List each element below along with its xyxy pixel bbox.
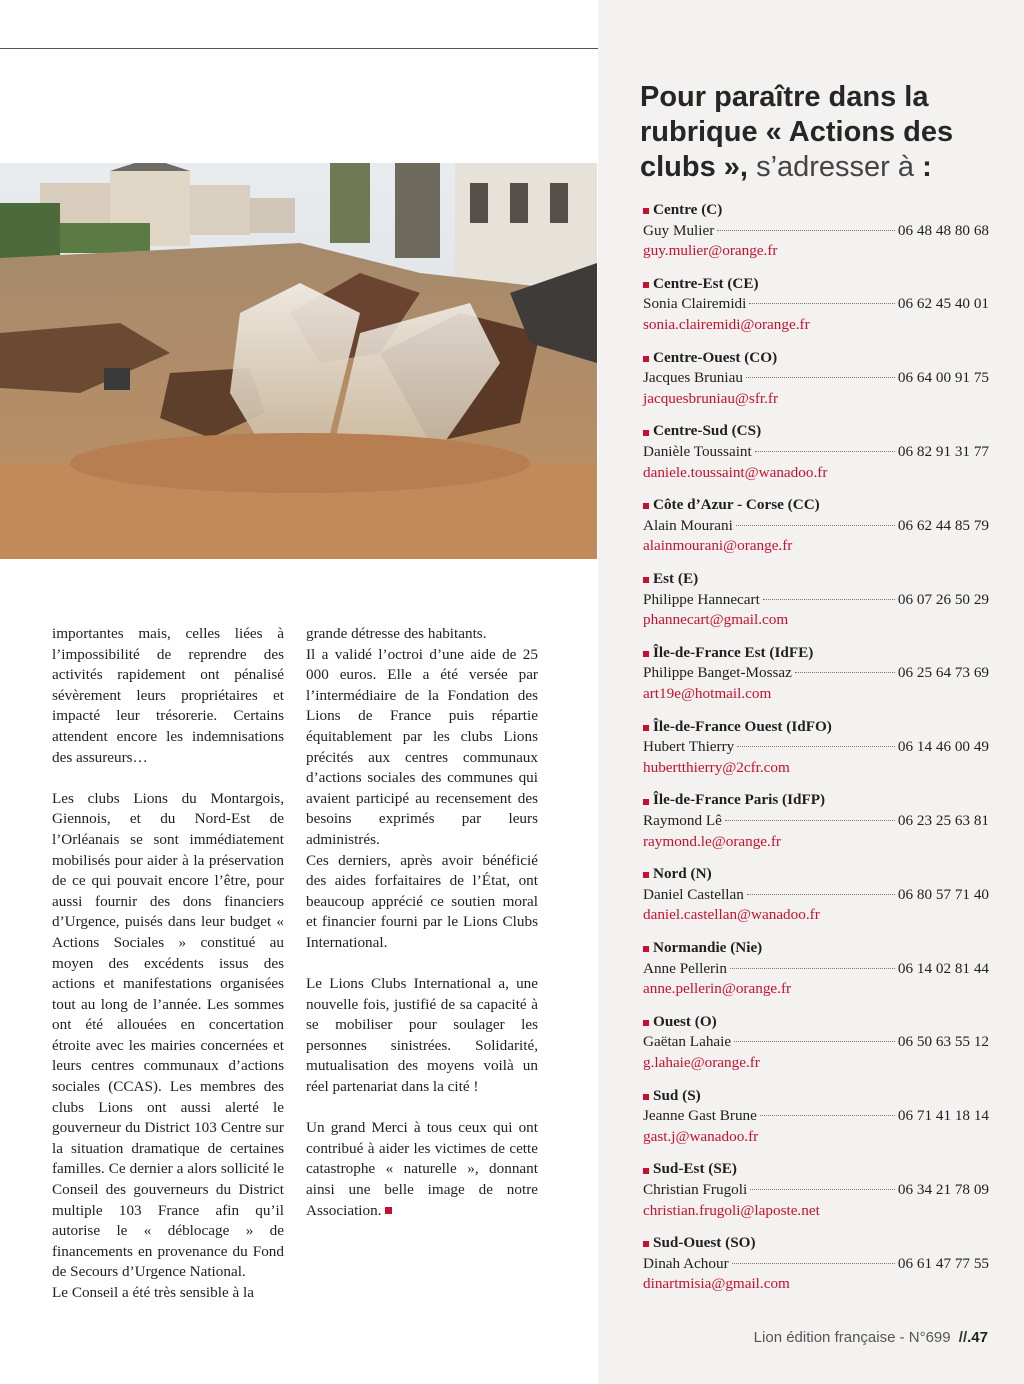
article-paragraph: Les clubs Lions du Montargois, Giennois, et du Nord-Est de l’Orléanais se sont immédiatement mobilisés pour aider à la préservation de ce qui pouvait encore l’être, pour aussi fournir des dons financiers d’Urgence, puisés dans leur budget « Actions Sociales » constitué au moyen des excédents issus des actions et manifestations organisées tout au long de l’année. Les sommes ont été allouées en concertation étroite avec les mairies concernées et leurs centres communaux d’actions sociales (CCAS). Les membres des clubs Lions ont aussi alerté le gouverneur du District 103 Centre sur la situation dramatique de certaines familles. Ce dernier a alors sollicité le Conseil des gouverneurs du District multiple 103 France afin qu’il autorise le « déblocage » de financements en provenance du Fond de Secours d’Urgence National. (52, 789, 284, 1281)
club-contact (643, 643, 989, 717)
club-contact-line (643, 294, 989, 315)
contact-email-link[interactable]: anne.pellerin@orange.fr (643, 980, 792, 998)
club-contact-line (643, 1032, 989, 1053)
club-region: Centre (C) (653, 201, 723, 218)
club-region: Sud-Est (SE) (653, 1160, 737, 1178)
club-contact-line (643, 959, 989, 980)
contact-name: Jacques Bruniau (643, 369, 743, 387)
club-region: Centre-Ouest (CO) (653, 348, 778, 366)
club-region-heading (643, 643, 989, 664)
club-contact (643, 200, 989, 274)
contact-email-link[interactable]: jacquesbruniau@sfr.fr (643, 389, 779, 407)
article-paragraph-final (306, 1118, 538, 1221)
contact-email-link[interactable]: alainmourani@orange.fr (643, 537, 793, 555)
club-contact (643, 421, 989, 495)
contact-email-link[interactable]: g.lahaie@orange.fr (643, 1053, 760, 1071)
club-region: Ouest (O) (653, 1012, 717, 1030)
bullet-square-icon (643, 1094, 649, 1100)
club-contact (643, 864, 989, 938)
club-contact (643, 1159, 989, 1233)
contact-phone[interactable]: 06 50 63 55 12 (897, 1033, 989, 1051)
contact-email-link[interactable]: daniel.castellan@wanadoo.fr (643, 906, 820, 924)
contact-name: Dinah Achour (643, 1254, 729, 1272)
club-region-heading (643, 200, 989, 221)
dot-leader (730, 968, 895, 969)
flood-photo-illustration (0, 163, 597, 559)
bullet-square-icon (643, 356, 649, 362)
article-column-right (306, 624, 538, 1221)
club-region: Sud-Ouest (SO) (653, 1234, 756, 1252)
contact-name: Raymond Lê (643, 811, 722, 829)
dot-leader (747, 894, 895, 895)
club-contact-line (643, 516, 989, 537)
contact-email-link[interactable]: art19e@hotmail.com (643, 684, 772, 702)
club-region-heading (643, 1159, 989, 1180)
contact-phone[interactable]: 06 34 21 78 09 (897, 1180, 989, 1198)
sidebar-title-main: Pour paraître dans la rubrique « Actions des clubs », (640, 81, 954, 183)
club-region: Île-de-France Ouest (IdFO) (653, 717, 832, 735)
club-region: Est (E) (653, 569, 699, 587)
contact-phone[interactable]: 06 71 41 18 14 (897, 1107, 989, 1125)
club-region-heading (643, 421, 989, 442)
footer-separator: // (958, 1329, 968, 1346)
club-contact (643, 1233, 989, 1307)
dot-leader (760, 1115, 895, 1116)
club-region: Nord (N) (653, 865, 712, 883)
club-contact-line (643, 811, 989, 832)
club-contact (643, 1086, 989, 1160)
sidebar-title (640, 80, 980, 185)
club-region-heading (643, 1012, 989, 1033)
club-region: Sud (S) (653, 1086, 701, 1104)
bullet-square-icon (643, 799, 649, 805)
contact-email-link[interactable]: christian.frugoli@laposte.net (643, 1201, 820, 1219)
club-contact-line (643, 442, 989, 463)
dot-leader (755, 451, 895, 452)
bullet-square-icon (643, 946, 649, 952)
contact-phone[interactable]: 06 61 47 77 55 (897, 1254, 989, 1272)
article-paragraph: Le Lions Clubs International a, une nouvelle fois, justifié de sa capacité à se mobiliser pour soulager les personnes sinistrées. Solidarité, mutualisation des moyens voilà un réel partenariat dans la cité ! (306, 975, 538, 1096)
bullet-square-icon (643, 1020, 649, 1026)
bullet-square-icon (643, 430, 649, 436)
contact-phone[interactable]: 06 23 25 63 81 (897, 811, 989, 829)
bullet-square-icon (643, 725, 649, 731)
contacts-sidebar (598, 0, 1024, 1384)
club-region: Centre-Est (CE) (653, 274, 759, 292)
club-region-heading (643, 790, 989, 811)
bullet-square-icon (643, 577, 649, 583)
club-contact-line (643, 368, 989, 389)
contact-name: Gaëtan Lahaie (643, 1033, 732, 1051)
contact-email-link[interactable]: raymond.le@orange.fr (643, 832, 781, 850)
sidebar-title-colon: : (922, 151, 932, 183)
dot-leader (736, 525, 895, 526)
dot-leader (732, 1263, 895, 1264)
contact-phone[interactable]: 06 62 45 40 01 (897, 295, 989, 313)
contact-email-link[interactable]: sonia.clairemidi@orange.fr (643, 315, 810, 333)
article-paragraph: Il a validé l’octroi d’une aide de 25 000 euros. Elle a été versée par l’intermédiaire de la Fondation des Lions de France puis répartie équitablement par les clubs Lions précités aux centres communaux d’actions sociales des communes qui avaient participé au recensement des besoins exprimés par leurs administrés. (306, 645, 538, 848)
club-region-heading (643, 864, 989, 885)
contact-name: Philippe Banget-Mossaz (643, 664, 792, 682)
club-contact-list (643, 200, 989, 1307)
article-paragraph: grande détresse des habitants. (306, 625, 487, 642)
dot-leader (763, 599, 895, 600)
club-contact (643, 495, 989, 569)
club-contact-line (643, 590, 989, 611)
contact-phone[interactable]: 06 14 46 00 49 (897, 738, 989, 756)
contact-phone[interactable]: 06 07 26 50 29 (897, 590, 989, 608)
contact-phone[interactable]: 06 62 44 85 79 (897, 516, 989, 534)
contact-phone[interactable]: 06 25 64 73 69 (897, 664, 989, 682)
dot-leader (737, 746, 895, 747)
bullet-square-icon (643, 651, 649, 657)
club-region-heading (643, 938, 989, 959)
contact-email-link[interactable]: daniele.toussaint@wanadoo.fr (643, 463, 828, 481)
contact-name: Anne Pellerin (643, 959, 727, 977)
magazine-issue: Lion édition française - N°699 (753, 1329, 951, 1346)
end-of-article-mark (385, 1207, 392, 1214)
article-paragraph: importantes mais, celles liées à l’impossibilité de reprendre des activités rapidement ont pénalisé sévèrement leurs propriétaires et impacté leur trésorerie. Certains attendent encore les indemnisations des assureurs… (52, 625, 284, 766)
contact-name: Sonia Clairemidi (643, 295, 747, 313)
dot-leader (734, 1041, 895, 1042)
contact-name: Danièle Toussaint (643, 442, 752, 460)
club-region-heading (643, 495, 989, 516)
club-contact-line (643, 1106, 989, 1127)
club-contact (643, 717, 989, 791)
contact-name: Alain Mourani (643, 516, 733, 534)
contact-name: Philippe Hannecart (643, 590, 760, 608)
club-contact (643, 348, 989, 422)
article-paragraph: Le Conseil a été très sensible à la (52, 1284, 255, 1301)
contact-name: Hubert Thierry (643, 738, 735, 756)
contact-email-link[interactable]: dinartmisia@gmail.com (643, 1275, 790, 1293)
club-contact (643, 274, 989, 348)
club-contact (643, 790, 989, 864)
club-region-heading (643, 1086, 989, 1107)
club-region-heading (643, 717, 989, 738)
club-region: Côte d’Azur - Corse (CC) (653, 496, 820, 514)
article-paragraph: Ces derniers, après avoir bénéficié des aides forfaitaires de l’État, ont beaucoup apprécié ce soutien moral et financier fourni par le Lions Clubs International. (306, 851, 538, 951)
dot-leader (717, 230, 895, 231)
contact-email-link[interactable]: hubertthierry@2cfr.com (643, 758, 790, 776)
club-contact (643, 1012, 989, 1086)
club-contact (643, 569, 989, 643)
dot-leader (750, 1189, 895, 1190)
contact-phone[interactable]: 06 64 00 91 75 (897, 369, 989, 387)
article-final-text: Un grand Merci à tous ceux qui ont contribué à aider les victimes de cette catastrophe « naturelle », donnant ainsi une belle image de notre Association. (306, 1119, 538, 1219)
top-rule (0, 48, 598, 49)
bullet-square-icon (643, 1241, 649, 1247)
contact-email-link[interactable]: phannecart@gmail.com (643, 611, 789, 629)
bullet-square-icon (643, 503, 649, 509)
bullet-square-icon (643, 1168, 649, 1174)
flood-photo (0, 163, 597, 559)
contact-phone[interactable]: 06 82 91 31 77 (897, 442, 989, 460)
dot-leader (795, 672, 895, 673)
contact-name: Guy Mulier (643, 221, 715, 239)
bullet-square-icon (643, 208, 649, 214)
article-column-left (52, 624, 284, 1304)
bullet-square-icon (643, 872, 649, 878)
club-contact-line (643, 221, 989, 242)
club-region: Île-de-France Paris (IdFP) (653, 791, 826, 809)
club-contact-line (643, 737, 989, 758)
contact-phone[interactable]: 06 80 57 71 40 (897, 885, 989, 903)
club-region: Normandie (Nie) (653, 938, 763, 956)
club-region-heading (643, 274, 989, 295)
club-region-heading (643, 569, 989, 590)
club-contact-line (643, 885, 989, 906)
club-contact-line (643, 1254, 989, 1275)
dot-leader (725, 820, 895, 821)
club-contact-line (643, 1180, 989, 1201)
club-region: Île-de-France Est (IdFE) (653, 643, 814, 661)
contact-email-link[interactable]: gast.j@wanadoo.fr (643, 1127, 759, 1145)
contact-phone[interactable]: 06 14 02 81 44 (897, 959, 989, 977)
page-footer (754, 1329, 988, 1346)
club-contact-line (643, 663, 989, 684)
contact-name: Daniel Castellan (643, 885, 744, 903)
contact-name: Jeanne Gast Brune (643, 1107, 757, 1125)
contact-phone[interactable]: 06 48 48 80 68 (897, 221, 989, 239)
sidebar-title-light: s’adresser à (756, 151, 915, 183)
dot-leader (749, 303, 895, 304)
club-region: Centre-Sud (CS) (653, 422, 762, 440)
club-contact (643, 938, 989, 1012)
page-number: .47 (967, 1329, 988, 1346)
club-region-heading (643, 1233, 989, 1254)
contact-name: Christian Frugoli (643, 1180, 748, 1198)
club-region-heading (643, 348, 989, 369)
contact-email-link[interactable]: guy.mulier@orange.fr (643, 242, 778, 260)
dot-leader (746, 377, 895, 378)
bullet-square-icon (643, 282, 649, 288)
